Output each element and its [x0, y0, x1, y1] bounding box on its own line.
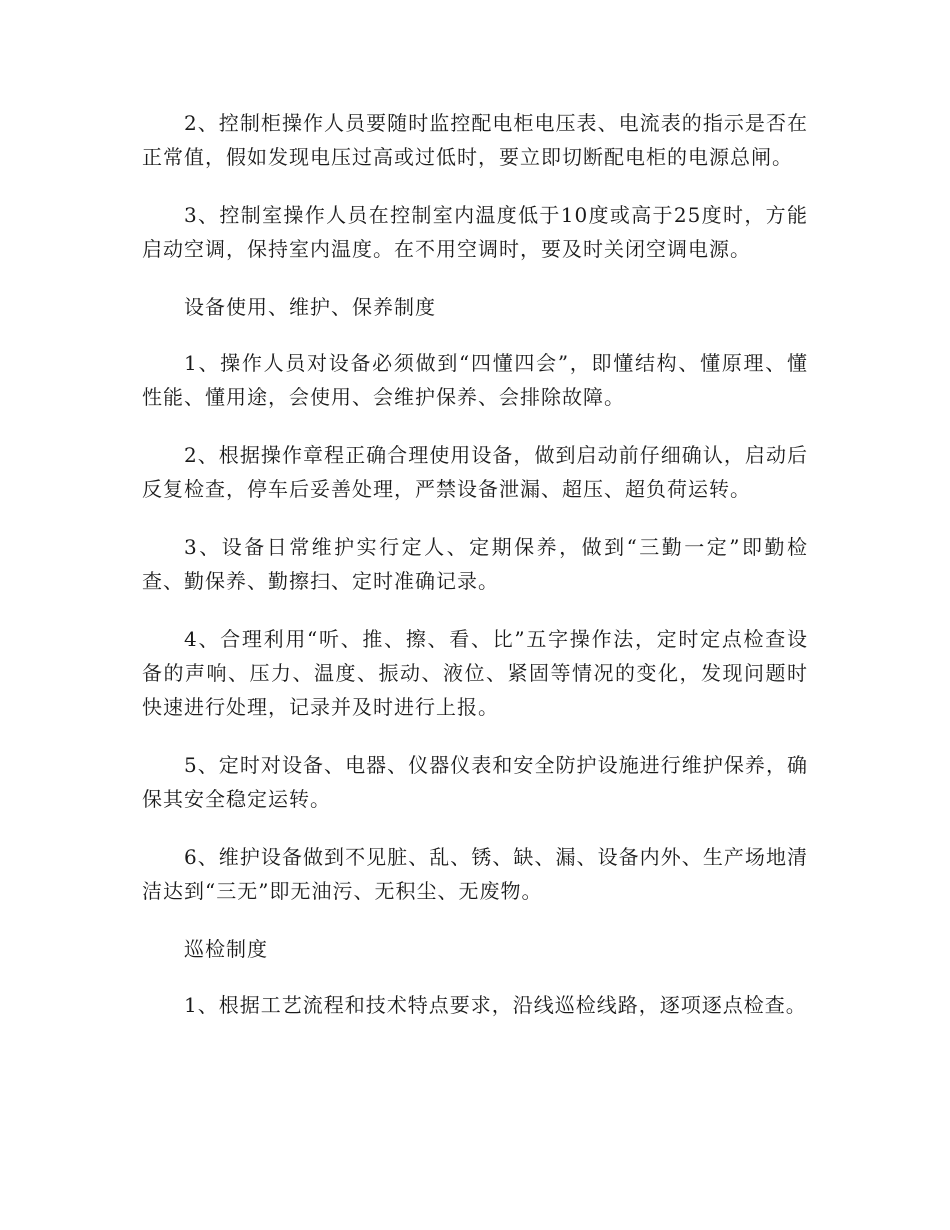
section-heading-equipment: 设备使用、维护、保养制度	[184, 295, 436, 319]
paragraph-equipment-4: 4、合理利用“听、推、擦、看、比”五字操作法，定时定点检查设备的声响、压力、温度、振动、液位、紧固等情况的变化，发现问题时快速进行处理，记录并及时进行上报。	[142, 627, 808, 719]
section-heading-inspection: 巡检制度	[184, 937, 268, 961]
paragraph-equipment-2: 2、根据操作章程正确合理使用设备，做到启动前仔细确认，启动后反复检查，停车后妥善处理，严禁设备泄漏、超压、超负荷运转。	[142, 443, 808, 501]
paragraph-control-cabinet: 2、控制柜操作人员要随时监控配电柜电压表、电流表的指示是否在正常值，假如发现电压过高或过低时，要立即切断配电柜的电源总闸。	[142, 111, 808, 169]
paragraph-equipment-6: 6、维护设备做到不见脏、乱、锈、缺、漏、设备内外、生产场地清洁达到“三无”即无油污、无积尘、无废物。	[142, 845, 808, 903]
paragraph-equipment-1: 1、操作人员对设备必须做到“四懂四会”，即懂结构、懂原理、懂性能、懂用途，会使用、会维护保养、会排除故障。	[142, 351, 808, 409]
paragraph-equipment-5: 5、定时对设备、电器、仪器仪表和安全防护设施进行维护保养，确保其安全稳定运转。	[142, 753, 808, 811]
paragraph-control-room: 3、控制室操作人员在控制室内温度低于10度或高于25度时，方能启动空调，保持室内温度。在不用空调时，要及时关闭空调电源。	[142, 203, 808, 261]
paragraph-inspection-1: 1、根据工艺流程和技术特点要求，沿线巡检线路，逐项逐点检查。	[184, 993, 807, 1017]
paragraph-equipment-3: 3、设备日常维护实行定人、定期保养，做到“三勤一定”即勤检查、勤保养、勤擦扫、定时准确记录。	[142, 535, 808, 593]
